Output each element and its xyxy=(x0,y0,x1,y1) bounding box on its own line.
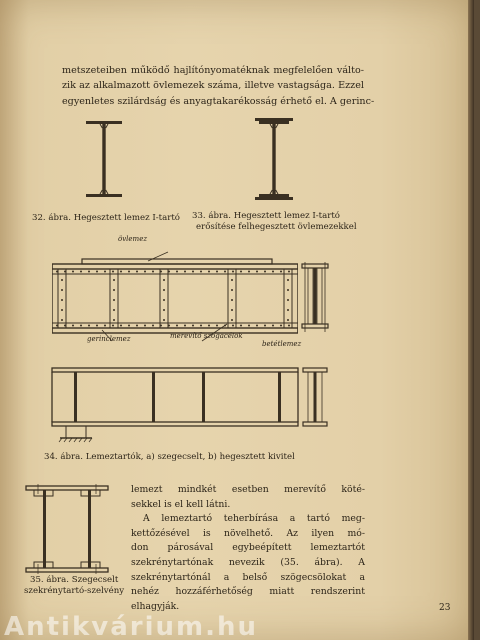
text-line: lemezt mindkét esetben merevítő köté- xyxy=(131,484,365,495)
text-line: egyenletes szilárdság és anyagtakarékosság érhető el. A gerinc- xyxy=(62,95,375,107)
text-line: A lemeztartó teherbírása a tartó meg- xyxy=(143,513,365,525)
figure-34b-cross-section xyxy=(300,364,330,434)
label-gerinclemez: gerinclemez xyxy=(87,335,131,343)
page-number: 23 xyxy=(439,603,451,613)
figure-33-caption-line-1: 33. ábra. Hegesztett lemez I-tartó xyxy=(192,211,340,221)
figure-35-box-girder-section xyxy=(24,484,110,574)
figure-34-caption: 34. ábra. Lemeztartók, a) szegecselt, b) hegesztett kivitel xyxy=(44,452,295,462)
figure-32-i-beam xyxy=(84,118,124,200)
text-line: zik az alkalmazott övlemezek száma, illetve vastagsága. Ezzel xyxy=(62,80,364,92)
text-line: szekrénytartónak nevezik (35. ábra). A xyxy=(131,556,365,568)
text-line: sekkel is el kell látni. xyxy=(131,498,231,510)
text-line: nehéz hozzáférhetőség miatt rendszerint xyxy=(131,586,365,598)
top-paragraph xyxy=(62,63,375,109)
label-betetlemez: betétlemez xyxy=(262,340,302,348)
figure-33-caption-line-2: erősítése felhegesztett övlemezekkel xyxy=(196,222,357,232)
label-merevito-szogacelok: merevítő szögacélok xyxy=(170,332,243,340)
text-line: don párosával egybeépített lemeztartót xyxy=(131,542,365,554)
figure-35-caption-line-1: 35. ábra. Szegecselt xyxy=(30,575,119,585)
label-ovlemez: övlemez xyxy=(118,235,148,243)
text-line: kettőzésével is növelhető. Az ilyen mó- xyxy=(131,527,365,539)
text-line: szekrénytartónál a belső szögecsölokat a xyxy=(131,571,365,583)
text-line: elhagyják. xyxy=(131,600,180,612)
page-edge xyxy=(468,0,474,640)
watermark: Antikvárium.hu xyxy=(4,612,258,640)
text-line: metszeteiben működő hajlítónyomatéknak megfelelően válto- xyxy=(62,65,364,76)
figure-33-reinforced-i-beam xyxy=(253,116,295,202)
figure-34a-cross-section xyxy=(300,244,330,334)
figure-34b-welded-girder xyxy=(50,364,300,444)
figure-32-caption: 32. ábra. Hegesztett lemez I-tartó xyxy=(32,213,180,223)
side-paragraph xyxy=(131,483,365,614)
figure-35-caption-line-2: szekrénytartó-szelvény xyxy=(24,586,125,596)
